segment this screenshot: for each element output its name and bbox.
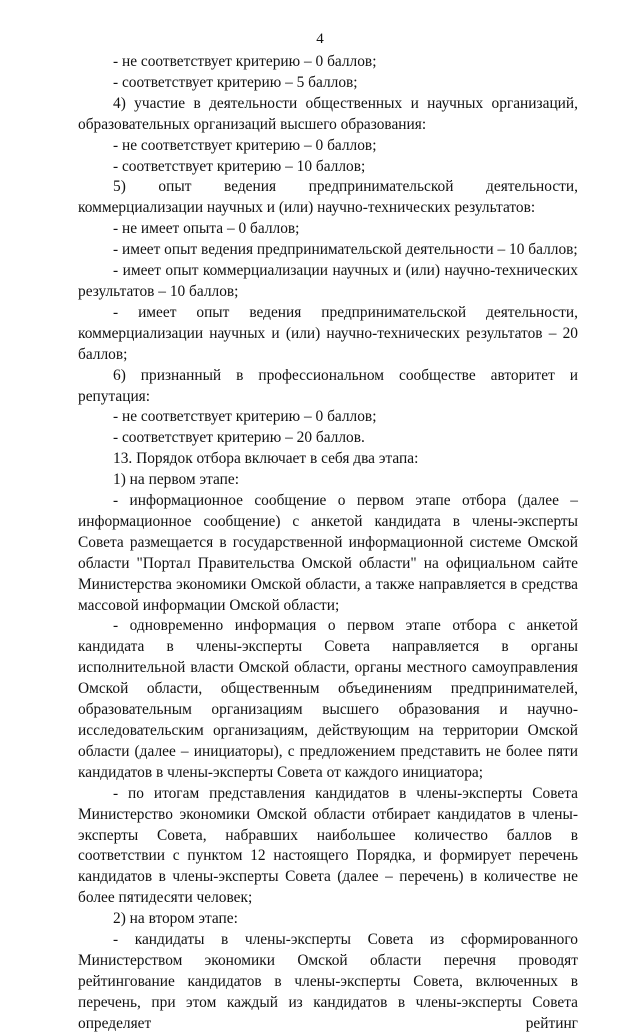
paragraph: - по итогам представления кандидатов в члены-эксперты Совета Министерство экономики Омской области отбирает кандидатов в члены-эксперты Совета, набравших наибольшее количество баллов в соответствии с пунктом 12 настоящего Порядка, и формирует перечень кандидатов в члены-эксперты Совета (далее – перечень) в количестве не более пятидесяти человек; (78, 784, 578, 907)
paragraph: - не соответствует критерию – 0 баллов; (113, 136, 377, 154)
document-body (78, 52, 578, 1035)
paragraph: 1) на первом этапе: (113, 471, 239, 489)
paragraph: - соответствует критерию – 10 баллов; (113, 157, 366, 175)
paragraph: 13. Порядок отбора включает в себя два этапа: (113, 450, 419, 468)
paragraph: 5) опыт ведения предпринимательской деятельности, коммерциализации научных и (или) научно-технических результатов: (78, 178, 578, 217)
paragraph: - имеет опыт ведения предпринимательской деятельности – 10 баллов; (113, 241, 578, 259)
paragraph: - соответствует критерию – 5 баллов; (113, 73, 358, 91)
page-number: 4 (316, 31, 324, 47)
paragraph: - информационное сообщение о первом этапе отбора (далее – информационное сообщение) с анкетой кандидата в члены-эксперты Совета размещается в государственной информационной системе Омской области "Портал Правительства Омской области" на официальном сайте Министерства экономики Омской области, а также направляется в средства массовой информации Омской области; (78, 492, 578, 614)
paragraph: - соответствует критерию – 20 баллов. (113, 429, 365, 447)
paragraph: - не имеет опыта – 0 баллов; (113, 220, 300, 238)
paragraph: 2) на втором этапе: (113, 910, 238, 928)
paragraph: - имеет опыт ведения предпринимательской деятельности, коммерциализации научных и (или) научно-технических результатов – 20 баллов; (78, 303, 578, 363)
paragraph: 6) признанный в профессиональном сообществе авторитет и репутация: (78, 366, 578, 405)
paragraph: - не соответствует критерию – 0 баллов; (113, 53, 377, 70)
paragraph: - кандидаты в члены-эксперты Совета из сформированного Министерством экономики Омской области перечня проводят рейтингование кандидатов в члены-эксперты Совета, включенных в перечень, при этом каждый из кандидатов в члены-эксперты Совета определяет рейтинг (78, 931, 578, 1032)
paragraph: 4) участие в деятельности общественных и научных организаций, образовательных организаций высшего образования: (78, 94, 578, 133)
paragraph: - имеет опыт коммерциализации научных и (или) научно-технических результатов – 10 баллов; (78, 262, 578, 300)
paragraph: - одновременно информация о первом этапе отбора с анкетой кандидата в члены-эксперты Совета направляется в органы исполнительной власти Омской области, органы местного самоуправления Омской области, общественным объединениям предпринимателей, образовательным организациям высшего образования и научно-исследовательским организациям, действующим на территории Омской области (далее – инициаторы), с предложением представить не более пяти кандидатов в члены-эксперты Совета от каждого инициатора; (78, 617, 578, 781)
paragraph: - не соответствует критерию – 0 баллов; (113, 408, 377, 426)
